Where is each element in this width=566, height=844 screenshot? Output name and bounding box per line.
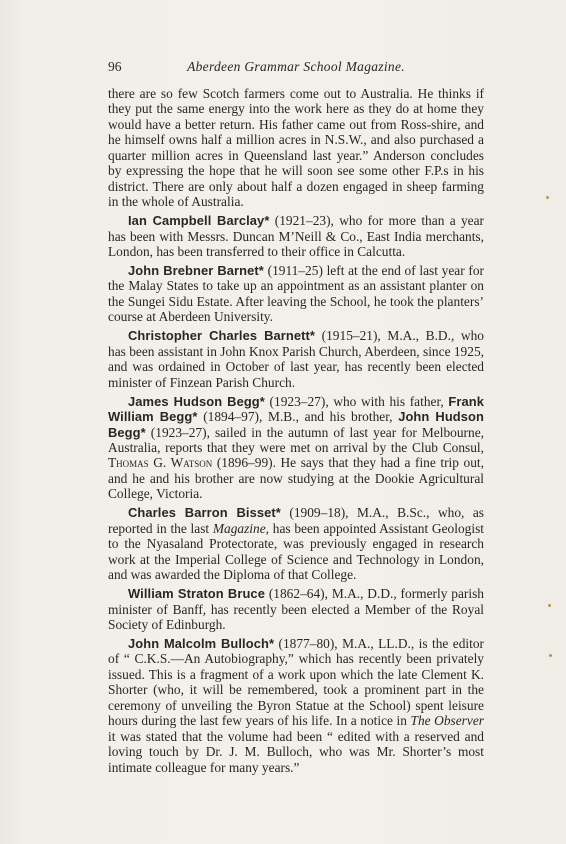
- person-name: William Straton Bruce: [128, 586, 265, 602]
- paragraph-bruce: [108, 586, 484, 632]
- paragraph-text: (1894–97), M.B., and his brother,: [197, 409, 399, 425]
- magazine-title: Magazine,: [212, 520, 270, 536]
- person-name: John Malcolm Bulloch*: [128, 635, 275, 651]
- paragraph-text: (1921–23), who for more than a year has been with Messrs. Duncan M’Neill & Co., East India merchants, London, has been transferred to their office in Calcutta.: [108, 213, 485, 260]
- paragraph-bulloch: [108, 636, 484, 775]
- paragraph-text: (1896–99). He says that they had a fine trip out, and he and his brother are now studying at the Dookie Agricultural College, Victoria.: [108, 455, 484, 502]
- paragraph-text: (1911–25) left at the end of last year for the Malay States to take up an appointment as an assistant planter on the Sungei Sidu Estate. After leaving the School, he took the planters’ course at Aberdeen University.: [108, 262, 484, 325]
- paragraph-text: (1923–27), who with his father,: [264, 393, 449, 409]
- person-name: Frank William Begg*: [108, 393, 484, 425]
- person-name: Ian Campbell Barclay*: [128, 213, 270, 229]
- newspaper-title: The Observer: [410, 713, 484, 729]
- paragraph-text: it was stated that the volume had been “ edited with a reserved and loving touch by Dr. J. M. Bulloch, who was Mr. Shorter’s most intimate colleague for many years.”: [108, 728, 484, 775]
- consul-name: Thomas G. Watson: [108, 455, 213, 471]
- page-header: [108, 59, 484, 79]
- running-title: Aberdeen Grammar School Magazine.: [187, 59, 405, 74]
- foxing-spot: [546, 196, 549, 199]
- article-body: [108, 86, 484, 778]
- paragraph-text: (1862–64), M.A., D.D., formerly parish minister of Banff, has recently been elected a Member of the Royal Society of Edinburgh.: [108, 586, 484, 632]
- paragraph-text: (1909–18), M.A., B.Sc., who, as reported in the last: [108, 505, 485, 536]
- paragraph-text: has been appointed Assistant Geologist to the Nyasaland Protectorate, was previously engaged in research work at the Imperial College of Science and Technology in London, and was awarded the Diploma of that College.: [108, 520, 484, 583]
- foxing-spot: [549, 654, 552, 657]
- paragraph-barnett: [108, 328, 484, 390]
- paragraph-anderson-quote: there are so few Scotch farmers come out to Australia. He thinks if they put the same energy into the work here as they do at home they would have a better return. His father came out from Ross-shire, and he himself owns half a million acres in N.S.W., and also purchased a quarter million acres in Queensland last year.” Anderson concludes by expressing the hope that he will soon see some other F.P.s in his district. There are only about half a dozen engaged in sheep farming in the whole of Australia.: [108, 86, 484, 210]
- paragraph-bisset: [108, 505, 484, 582]
- person-name: Christopher Charles Barnett*: [128, 328, 316, 344]
- foxing-spot: [548, 604, 551, 607]
- page-number: 96: [108, 59, 122, 74]
- paragraph-text: (1923–27), sailed in the autumn of last year for Melbourne, Australia, reports that they were met on arrival by the Club Consul,: [108, 424, 484, 455]
- paragraph-text: (1877–80), M.A., LL.D., is the editor of “ C.K.S.—An Autobiography,” which has recently been privately issued. This is a fragment of a work upon which the late Clement K. Shorter (who, it will be remembered, took a prominent part in the ceremony of unveiling the Byron Statue at the School) spent leisure hours during the last few years of his life. In a notice in: [108, 635, 484, 729]
- paragraph-barclay: [108, 213, 484, 259]
- person-name: Charles Barron Bisset*: [128, 505, 281, 521]
- paragraph-begg: [108, 394, 484, 502]
- paragraph-text: (1915–21), M.A., B.D., who has been assistant in John Knox Parish Church, Aberdeen, since 1925, and was ordained in October of last year, has recently been elected minister of Finzean Parish Church.: [108, 328, 484, 390]
- person-name: James Hudson Begg*: [128, 393, 265, 409]
- person-name: John Hudson Begg*: [108, 409, 484, 440]
- paragraph-barnet: [108, 263, 484, 325]
- person-name: John Brebner Barnet*: [128, 262, 264, 278]
